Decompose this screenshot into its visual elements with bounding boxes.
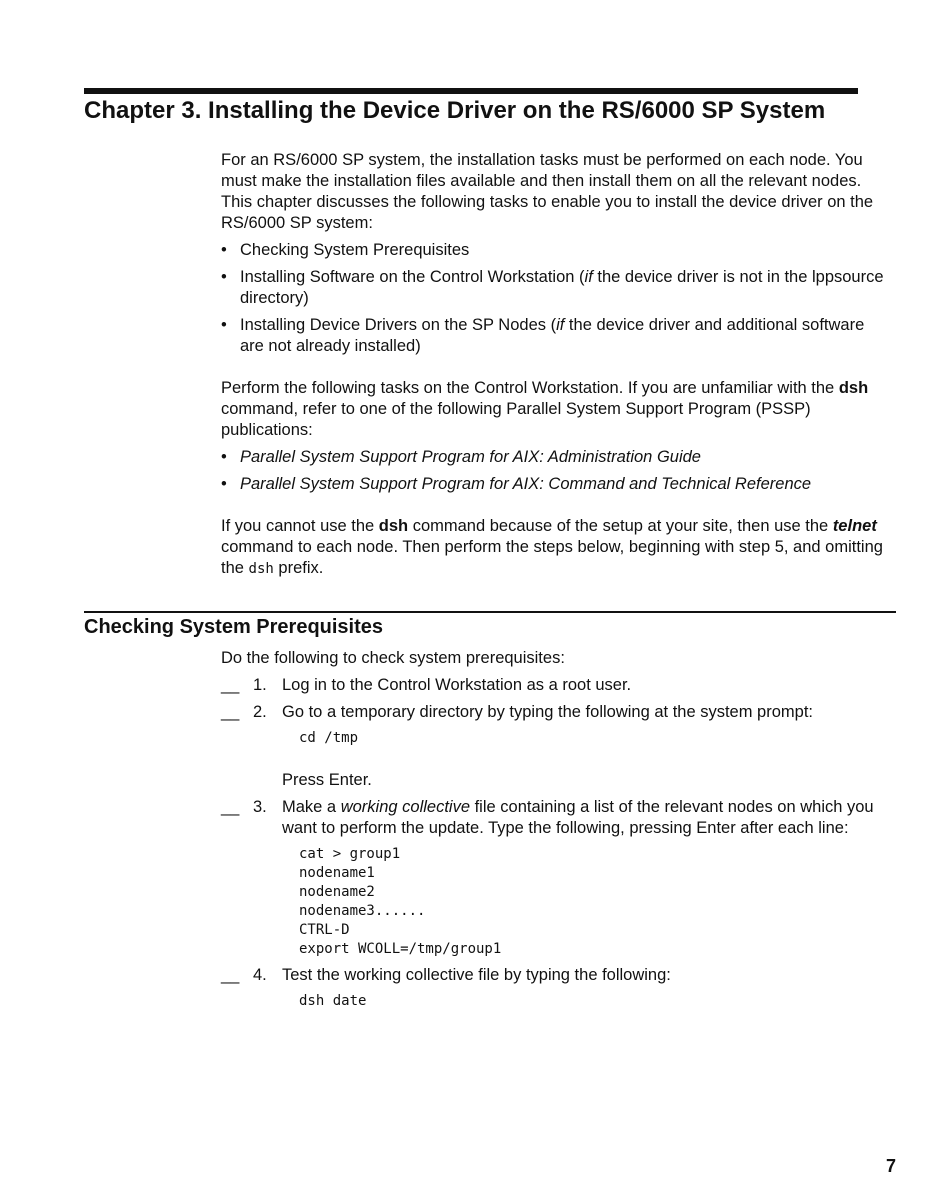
note-text: command to each node. Then perform the steps below, beginning with step 5, and omitting the <box>221 538 883 577</box>
dsh-command: dsh <box>838 379 869 397</box>
intro-section <box>221 150 891 357</box>
step-number: 2. <box>253 703 267 721</box>
step-2 <box>221 702 891 791</box>
step-number: 3. <box>253 798 267 816</box>
dsh-note-section <box>221 516 891 580</box>
telnet-command: telnet <box>832 517 877 535</box>
step-text-part: file containing a list of the relevant nodes on which you want to perform the update. Type the following, pressing Enter after each line: <box>282 798 874 837</box>
page-number: 7 <box>885 1156 896 1176</box>
step-text <box>282 797 891 839</box>
step-text: Test the working collective file by typing the following: <box>282 966 671 984</box>
section-title-rule <box>84 611 896 613</box>
prerequisite-steps <box>221 648 891 1011</box>
pssp-section <box>221 378 891 495</box>
code-block: cat > group1 nodename1 nodename2 nodename3...... CTRL-D export WCOLL=/tmp/group1 <box>299 846 502 957</box>
dsh-prefix: dsh <box>248 561 274 577</box>
publication-item <box>221 474 891 495</box>
code-block: dsh date <box>299 993 367 1009</box>
task-item-prerequisites <box>221 240 891 261</box>
publication-title: Parallel System Support Program for AIX: Command and Technical Reference <box>240 475 812 493</box>
pssp-text: command, refer to one of the following Parallel System Support Program (PSSP) publications: <box>221 400 811 439</box>
pssp-paragraph <box>221 378 891 441</box>
task-text: the device driver is not in the lppsource directory) <box>240 268 884 307</box>
chapter-title: Chapter 3. Installing the Device Driver on the RS/6000 SP System <box>84 97 826 124</box>
dsh-note-paragraph <box>221 516 891 580</box>
chapter-title-rule <box>84 88 858 94</box>
task-text: Checking System Prerequisites <box>240 241 470 259</box>
task-list <box>221 240 891 357</box>
step-text: Log in to the Control Workstation as a root user. <box>282 676 632 694</box>
checkbox-blank: __ <box>221 676 240 694</box>
step-emphasis: working collective <box>340 798 471 816</box>
checkbox-blank: __ <box>221 703 240 721</box>
publication-item <box>221 447 891 468</box>
step-text-part: Make a <box>282 798 341 816</box>
step-followup: Press Enter. <box>282 771 372 789</box>
checkbox-blank: __ <box>221 798 240 816</box>
task-emphasis: if <box>584 268 593 286</box>
dsh-command: dsh <box>378 517 409 535</box>
pssp-text: Perform the following tasks on the Control Workstation. If you are unfamiliar with the <box>221 379 839 397</box>
note-text: If you cannot use the <box>221 517 379 535</box>
code-block: cd /tmp <box>299 730 359 746</box>
step-number: 1. <box>253 676 267 694</box>
task-item-sp-nodes <box>221 315 891 357</box>
step-4 <box>221 965 891 1011</box>
task-item-control-workstation <box>221 267 891 309</box>
section-title: Checking System Prerequisites <box>84 616 384 638</box>
step-text: Go to a temporary directory by typing the following at the system prompt: <box>282 703 813 721</box>
step-1 <box>221 675 891 696</box>
publication-title: Parallel System Support Program for AIX: Administration Guide <box>240 448 701 466</box>
note-text: command because of the setup at your site, then use the <box>408 517 833 535</box>
task-text: Installing Device Drivers on the SP Nodes ( <box>240 316 557 334</box>
step-3 <box>221 797 891 959</box>
task-emphasis: if <box>556 316 565 334</box>
note-text: prefix. <box>273 559 324 577</box>
publication-list <box>221 447 891 495</box>
steps-intro: Do the following to check system prerequisites: <box>221 649 565 667</box>
checkbox-blank: __ <box>221 966 240 984</box>
intro-paragraph: For an RS/6000 SP system, the installation tasks must be performed on each node. You must make the installation files available and then install them on all the relevant nodes. This chapter discusses the following tasks to enable you to install the device driver on the RS/6000 SP system: <box>221 151 874 232</box>
task-text: the device driver and additional software are not already installed) <box>240 316 865 355</box>
step-number: 4. <box>253 966 267 984</box>
task-text: Installing Software on the Control Workstation ( <box>240 268 585 286</box>
